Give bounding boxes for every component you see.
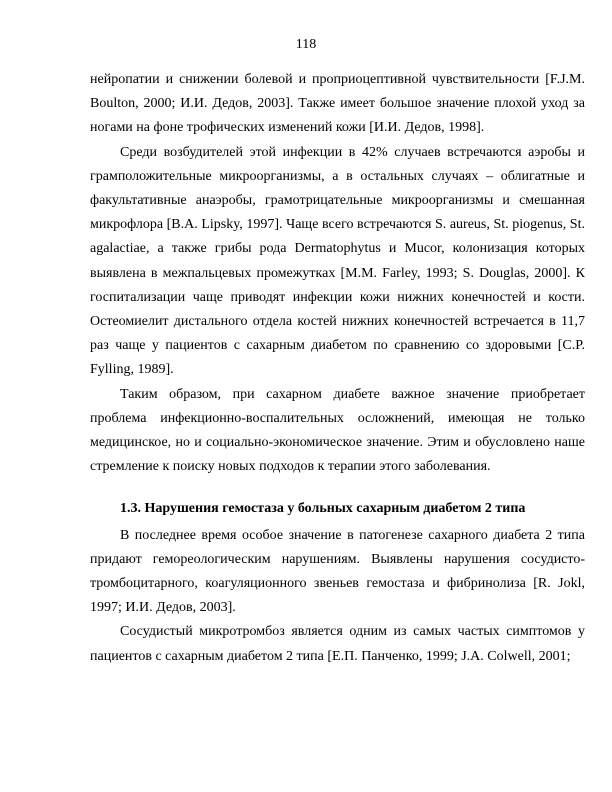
section-heading: 1.3. Нарушения гемостаза у больных сахарным диабетом 2 типа	[120, 501, 526, 517]
paragraph-continuation: нейропатии и снижении болевой и проприоцептивной чувствительности [F.J.M. Boulton, 2000; И.И. Дедов, 2003]. Также имеет большое значение плохой уход за ногами на фоне трофических изменений кожи [И.И. Дедов, 1998].	[90, 72, 585, 136]
body-text	[90, 68, 585, 669]
paragraph-conclusion: Таким образом, при сахарном диабете важное значение приобретает проблема инфекционно-воспалительных осложнений, имеющая не только медицинское, но и социально-экономическое значение. Этим и обусловлено наше стремление к поиску новых подходов к терапии этого заболевания.	[90, 386, 585, 475]
page-number: 118	[295, 37, 317, 52]
paragraph-microthrombosis: Сосудистый микротромбоз является одним из самых частых симптомов у пациентов с сахарным диабетом 2 типа [Е.П. Панченко, 1999; J.A. Colwell, 2001;	[90, 624, 585, 664]
paragraph-hemorheology: В последнее время особое значение в патогенезе сахарного диабета 2 типа придают гемореологическим нарушениям. Выявлены нарушения сосудисто-тромбоцитарного, коагуляционного звеньев гемостаза и фибринолиза [R. Jokl, 1997; И.И. Дедов, 2003].	[90, 527, 585, 616]
paragraph-pathogens: Среди возбудителей этой инфекции в 42% случаев встречаются аэробы и грамположительные микроорганизмы, а в остальных случаях – облигатные и факультативные анаэробы, грамотрицательные микроорганизмы и смешанная микрофлора [B.A. Lipsky, 1997]. Чаще всего встречаются S. aureus, St. piogenus, St. agalactiae, а также грибы рода Dermatophytus и Mucor, колонизация которых выявлена в межпальцевых промежутках [M.M. Farley, 1993; S. Douglas, 2000]. К госпитализации чаще приводят инфекции кожи нижних конечностей и кости. Остеомиелит дистального отдела костей нижних конечностей встречается в 11,7 раз чаще у пациентов с сахарным диабетом по сравнению со здоровыми [C.P. Fylling, 1989].	[90, 144, 585, 378]
